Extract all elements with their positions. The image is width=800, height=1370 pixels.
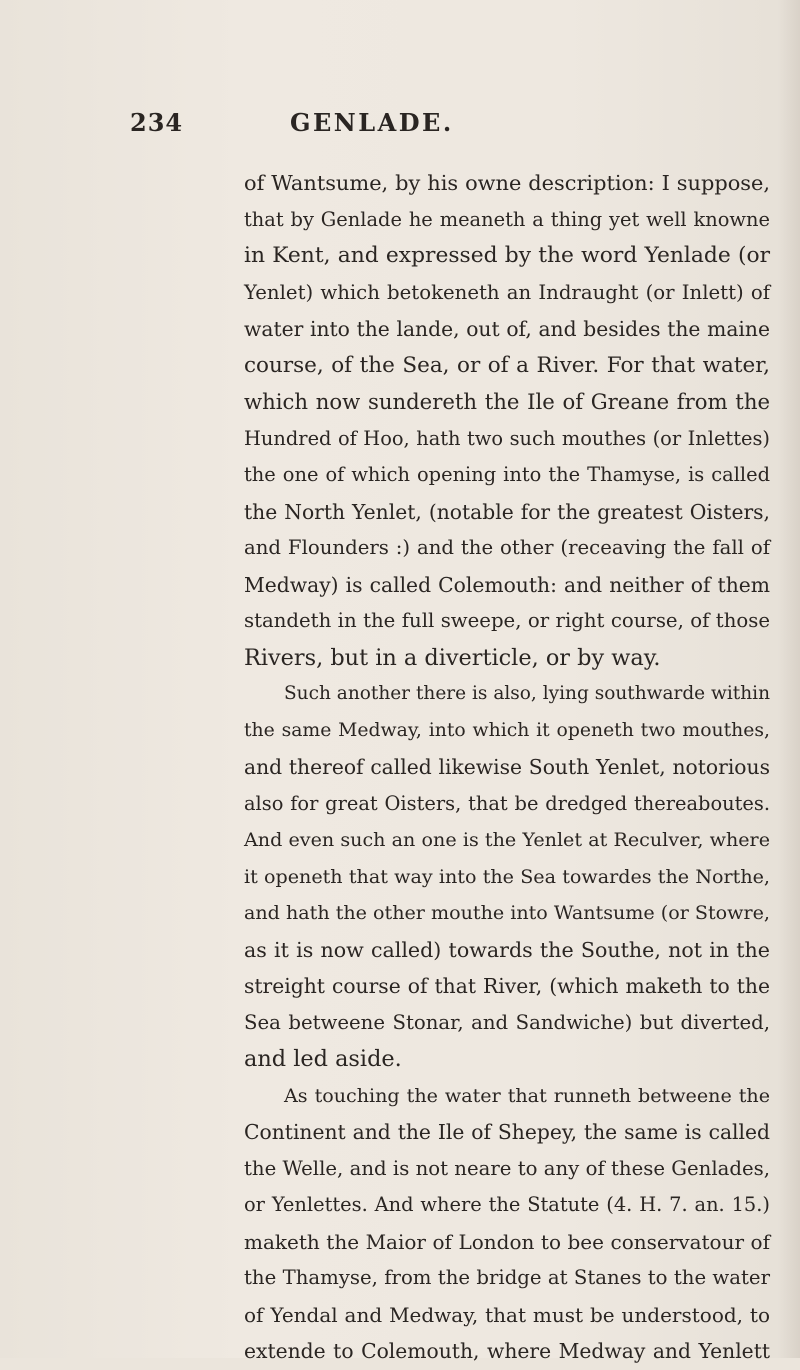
- paragraph-start-line: Such another there is also, lying southwarde within: [284, 683, 770, 704]
- text-line: and thereof called likewise South Yenlet, notorious: [244, 755, 770, 779]
- text-line: and hath the other mouthe into Wantsume (or Stowre,: [244, 901, 770, 924]
- text-line: Continent and the Ile of Shepey, the same is called: [244, 1120, 770, 1144]
- text-line: as it is now called) towards the Southe, not in the: [244, 937, 770, 962]
- text-line: the same Medway, into which it openeth two mouthes,: [244, 719, 770, 741]
- text-line: the North Yenlet, (notable for the greatest Oisters,: [244, 499, 770, 524]
- text-line: it openeth that way into the Sea towardes the Northe,: [244, 864, 770, 888]
- text-line: course, of the Sea, or of a River. For that water,: [244, 352, 770, 378]
- text-line: standeth in the full sweepe, or right course, of those: [244, 609, 770, 632]
- text-line: and Flounders :) and the other (receaving the fall of: [244, 536, 770, 559]
- text-line: the Welle, and is not neare to any of these Genlades,: [244, 1156, 770, 1180]
- paragraph-end-line: Rivers, but in a diverticle, or by way.: [244, 644, 661, 671]
- text-line: of Yendal and Medway, that must be understood, to: [244, 1302, 770, 1327]
- text-line: Yenlet) which betokeneth an Indraught (or Inlett) of: [244, 280, 770, 304]
- text-line: streight course of that River, (which maketh to the: [244, 974, 770, 998]
- text-line: that by Genlade he meaneth a thing yet well knowne: [244, 207, 770, 231]
- text-line: the one of which opening into the Thamyse, is called: [244, 463, 770, 486]
- page-edge-shadow: [778, 0, 800, 1358]
- paragraph-end-line: and led aside.: [244, 1046, 402, 1072]
- text-line: also for great Oisters, that be dredged thereaboutes.: [244, 791, 770, 815]
- text-line: Medway) is called Colemouth: and neither of them: [244, 572, 770, 597]
- text-line: water into the lande, out of, and besides the maine: [244, 317, 770, 341]
- paragraph-start-line: As touching the water that runneth betweene the: [284, 1083, 770, 1107]
- text-line: And even such an one is the Yenlet at Reculver, where: [244, 828, 770, 851]
- page-header: [0, 108, 800, 148]
- text-line: of Wantsume, by his owne description: I suppose,: [244, 171, 770, 195]
- text-line: Hundred of Hoo, hath two such mouthes (or Inlettes): [244, 426, 770, 450]
- text-line: extende to Colemouth, where Medway and Yenlett: [244, 1339, 770, 1363]
- page-number: 234: [130, 108, 184, 137]
- body-text: [244, 165, 770, 1370]
- text-line: in Kent, and expressed by the word Yenlade (or: [244, 243, 770, 268]
- text-line: which now sundereth the Ile of Greane from the: [244, 389, 770, 414]
- text-line: maketh the Maior of London to bee conservatour of: [244, 1229, 770, 1254]
- text-line: Sea betweene Stonar, and Sandwiche) but diverted,: [244, 1010, 770, 1034]
- running-title: GENLADE.: [290, 108, 454, 137]
- text-line: or Yenlettes. And where the Statute (4. H. 7. an. 15.): [244, 1193, 770, 1216]
- text-line: the Thamyse, from the bridge at Stanes to the water: [244, 1266, 770, 1289]
